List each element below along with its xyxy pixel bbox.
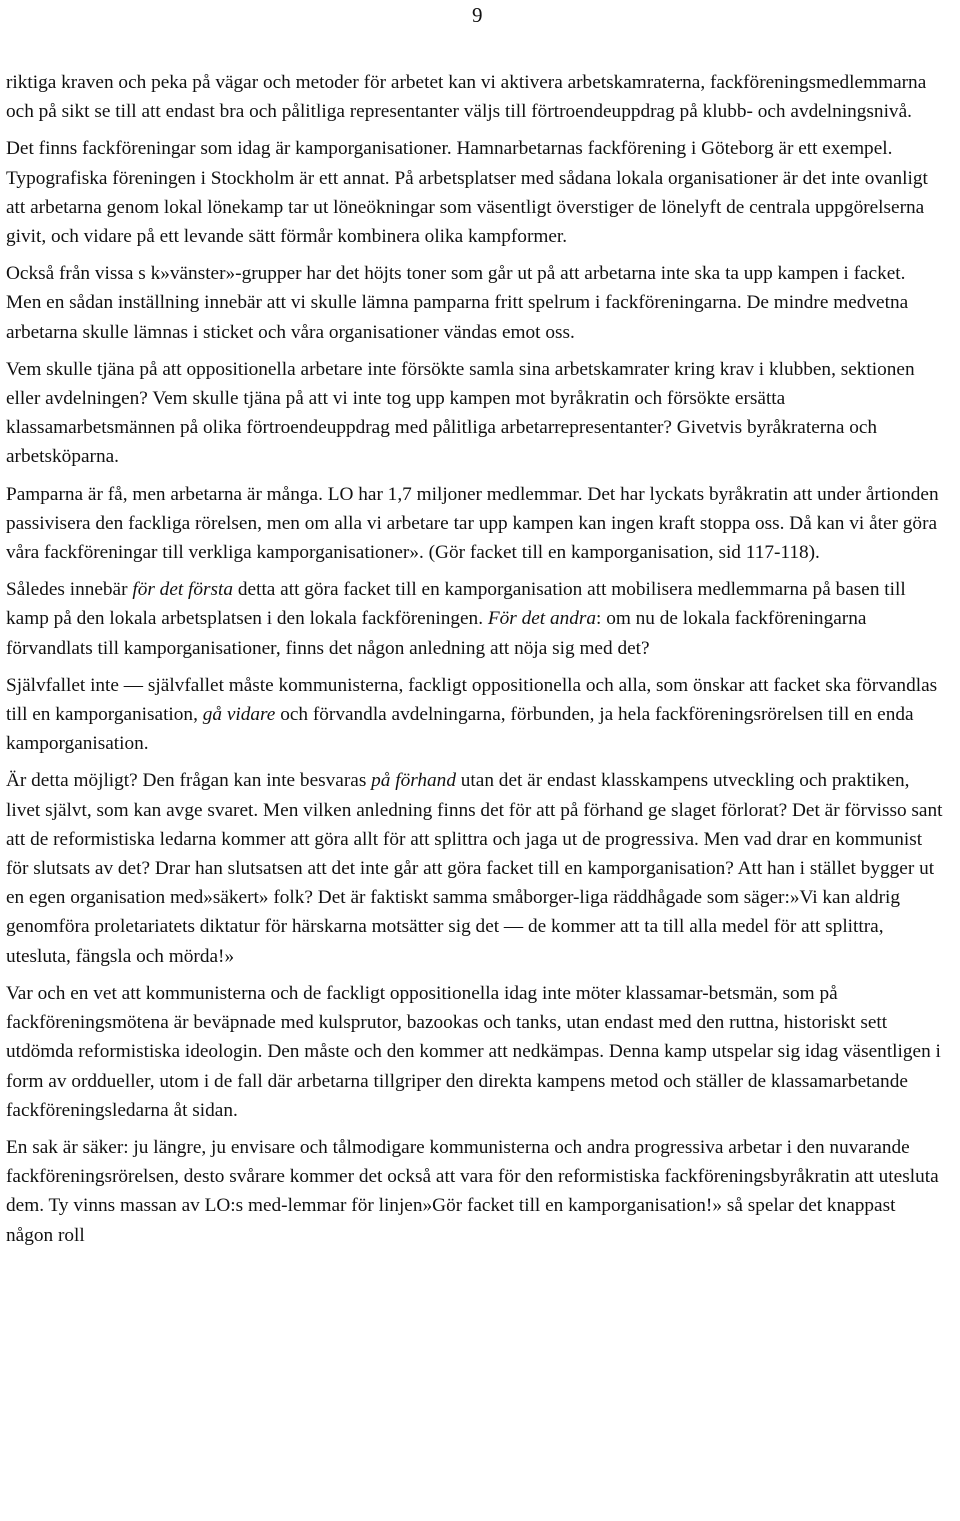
paragraph: [6, 671, 943, 759]
text-run: En sak är säker: ju längre, ju envisare och tålmodigare kommunisterna och andra progressiva arbetar i den nuvarande fackföreningsrörelsen, desto svårare kommer det också att vara för den reformistiska fackföreningsbyråkratin att utesluta dem. Ty vinns massan av LO:s med-lemmar för linjen»Gör facket till en kamporganisation!» så spelar det knappast någon roll: [6, 1136, 939, 1246]
text-run: Också från vissa s k»vänster»-grupper har det höjts toner som går ut på att arbetarna inte ska ta upp kampen i facket. Men en sådan inställning innebär att vi skulle lämna pamparna fritt spelrum i fackföreningarna. De mindre medvetna arbetarna skulle lämnas i sticket och våra organisationer vändas emot oss.: [6, 263, 909, 343]
paragraph: [6, 355, 943, 472]
italic-phrase: på förhand: [371, 770, 456, 792]
paragraph: [6, 979, 943, 1125]
paragraph: [6, 68, 943, 126]
paragraph: [6, 134, 943, 251]
italic-phrase: för det första: [132, 579, 234, 601]
paragraph: [6, 575, 943, 663]
text-run: Var och en vet att kommunisterna och de fackligt oppositionella idag inte möter klassamar-betsmän, som på fackföreningsmötena är beväpnade med kulsprutor, bazookas och tanks, utan endast med den ruttna, historiskt sett utdömda reformistiska ideologin. Den måste och den kommer att nedkämpas. Denna kamp utspelar sig idag väsentligen i form av orddueller, utom i de fall där arbetarna tillgriper den direkta kampens metod och ställer de klassamarbetande fackföreningsledarna åt sidan.: [6, 982, 941, 1121]
paragraph: [6, 480, 943, 568]
italic-phrase: gå vidare: [202, 704, 276, 726]
text-run: utan det är endast klasskampens utveckling och praktiken, livet självt, som kan avge svaret. Men vilken anledning finns det för att på förhand ge slaget förlorat? Det är förvisso sant att de reformistiska ledarna kommer att göra allt för att splittra och jaga ut de progressiva. Men vad drar en kommunist för slutsats av det? Drar han slutsatsen att det inte går att göra facket till en kamporganisation? Att han i stället bygger ut en egen organisation med»säkert» folk? Det är faktiskt samma småborger-liga räddhågade som säger:»Vi kan aldrig genomföra proletariatets diktatur för härskarna motsätter sig det — de kommer att ta till alla medel för att splittra, utesluta, fängsla och mörda!»: [6, 770, 943, 967]
italic-phrase: För det andra: [487, 608, 597, 630]
text-run: Det finns fackföreningar som idag är kamporganisationer. Hamnarbetarnas fackförening i Göteborg är ett exempel. Typografiska föreningen i Stockholm är ett annat. På arbetsplatser med sådana lokala organisationer är det inte ovanligt att arbetarna genom lokal lönekamp tar ut löneökningar som väsentligt överstiger de lönelyft de centrala uppgörelserna givit, och vidare på ett levande sätt förmår kombinera olika kampformer.: [6, 138, 928, 248]
text-run: och förvandla avdelningarna, förbunden, ja hela fackföreningsrörelsen till en enda kamporganisation.: [6, 704, 914, 755]
body-text: [6, 68, 943, 1258]
text-run: Pamparna är få, men arbetarna är många. LO har 1,7 miljoner medlemmar. Det har lyckats byråkratin att under årtionden passivisera den fackliga rörelsen, men om alla vi arbetare tar upp kampen kan ingen kraft stoppa oss. Då kan vi åter göra våra fackföreningar till verkliga kamporganisationer». (Gör facket till en kamporganisation, sid 117-118).: [6, 483, 939, 564]
text-run: Således innebär: [6, 579, 133, 601]
text-run: riktiga kraven och peka på vägar och metoder för arbetet kan vi aktivera arbetskamraterna, fackföreningsmedlemmarna och på sikt se till att endast bra och pålitliga representanter väljs till förtroendeuppdrag på klubb- och avdelningsnivå.: [6, 72, 927, 123]
paragraph: [6, 766, 943, 970]
paragraph: [6, 259, 943, 347]
paragraph: [6, 1133, 943, 1250]
text-run: : om nu de lokala fackföreningarna förvandlats till kamporganisationer, finns det någon anledning att nöja sig med det?: [6, 608, 867, 659]
text-run: Vem skulle tjäna på att oppositionella arbetare inte försökte samla sina arbetskamrater kring krav i klubben, sektionen eller avdelningen? Vem skulle tjäna på att vi inte tog upp kampen mot byråkratin och försökte ersätta klassamarbetsmännen på olika förtroendeuppdrag med pålitliga arbetarrepresentanter? Givetvis byråkraterna och arbetsköparna.: [6, 358, 915, 468]
page-number: 9: [472, 3, 483, 27]
text-run: Är detta möjligt? Den frågan kan inte besvaras: [6, 770, 372, 792]
text-run: detta att göra facket till en kamporganisation att mobilisera medlemmarna på basen till kamp på den lokala arbetsplatsen i den lokala fackföreningen.: [6, 579, 906, 630]
text-run: Självfallet inte — självfallet måste kommunisterna, fackligt oppositionella och alla, som önskar att facket ska förvandlas till en kamporganisation,: [6, 674, 938, 726]
